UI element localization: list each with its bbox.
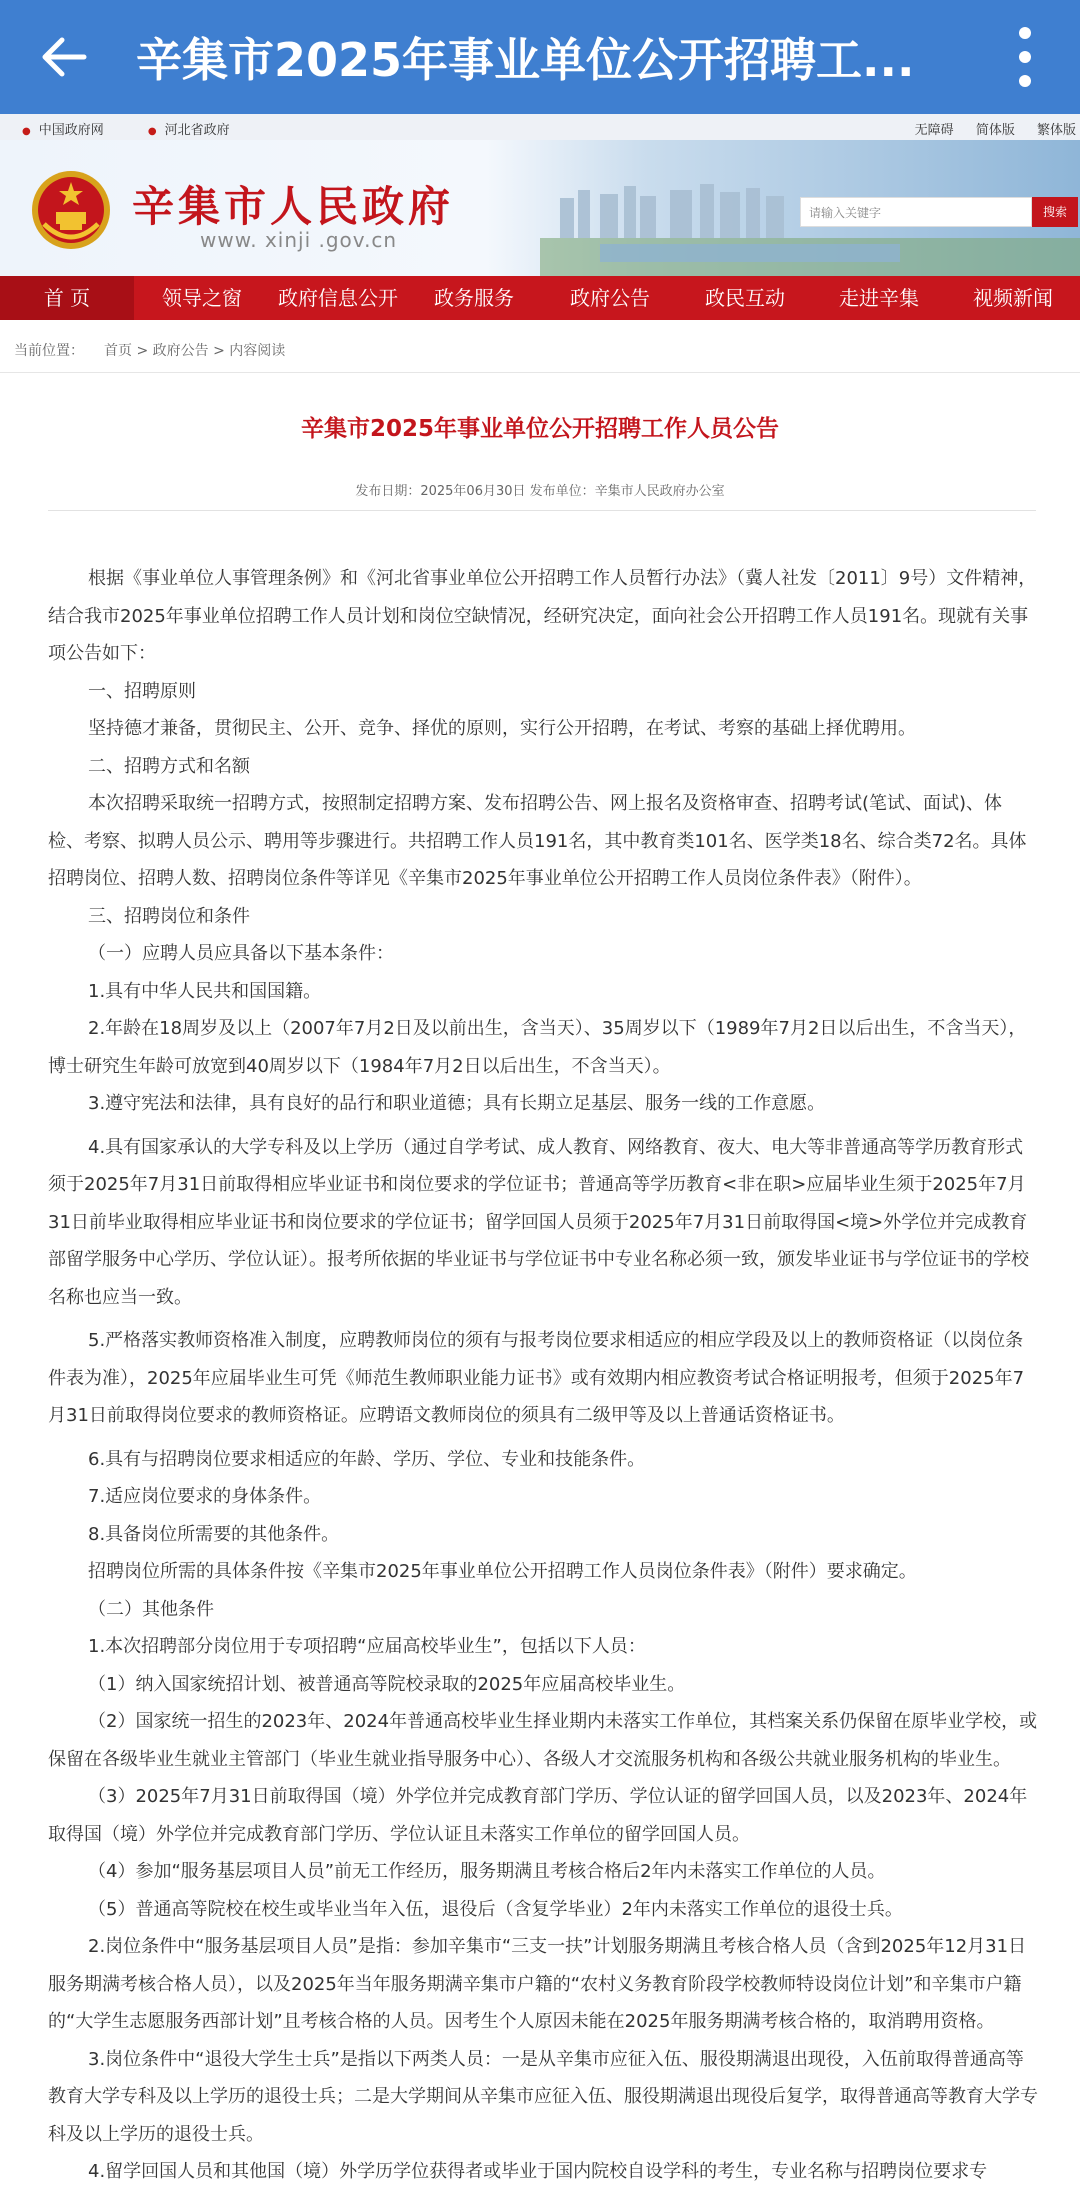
paragraph: 4.具有国家承认的大学专科及以上学历（通过自学考试、成人教育、网络教育、夜大、电大等非普通高等学历教育形式须于2025年7月31日前取得相应毕业证书和岗位要求的学位证书；普通高等学历教育<非在职>应届毕业生须于2025年7月31日前毕业取得相应毕业证书和岗位要求的学位证书；留学回国人员须于2025年7月31日前取得国<境>外学位并完成教育部留学服务中心学历、学位认证）。报考所依据的毕业证书与学位证书中专业名称必须一致，颁发毕业证书与学位证书的学校名称也应当一致。 [48, 1136, 1029, 1308]
paragraph: 本次招聘采取统一招聘方式，按照制定招聘方案、发布招聘公告、网上报名及资格审查、招聘考试(笔试、面试)、体检、考察、拟聘人员公示、聘用等步骤进行。共招聘工作人员191名，其中教育类101名、医学类18名、综合类72名。具体招聘岗位、招聘人数、招聘岗位条件等详见《辛集市2025年事业单位公开招聘工作人员岗位条件表》（附件）。 [48, 793, 1027, 889]
paragraph: 根据《事业单位人事管理条例》和《河北省事业单位公开招聘工作人员暂行办法》（冀人社发〔2011〕9号）文件精神，结合我市2025年事业单位招聘工作人员计划和岗位空缺情况，经研究决定，面向社会公开招聘工作人员191名。现就有关事项公告如下： [48, 568, 1037, 664]
paragraph: 4.留学回国人员和其他国（境）外学历学位获得者或毕业于国内院校自设学科的考生，专业名称与招聘岗位要求专 [88, 2161, 988, 2182]
paragraph: （二）其他条件 [88, 1598, 214, 1620]
article-meta: 发布日期：2025年06月30日 发布单位：辛集市人民政府办公室 [355, 484, 725, 499]
nav-item-leaders[interactable]: 领导之窗 [162, 286, 242, 310]
breadcrumb-label: 当前位置： [14, 343, 84, 359]
paragraph: （2）国家统一招生的2023年、2024年普通高校毕业生择业期内未落实工作单位，其档案关系仍保留在原毕业学校，或保留在各级毕业生就业主管部门（毕业生就业指导服务中心）、各级人才交流服务机构和各级公共就业服务机构的毕业生。 [48, 1711, 1038, 1770]
paragraph: 二、招聘方式和名额 [88, 755, 250, 777]
paragraph: 7.适应岗位要求的身体条件。 [88, 1486, 322, 1507]
breadcrumb [14, 340, 285, 360]
national-emblem-icon [30, 168, 112, 252]
nav-item-info-disclosure[interactable]: 政府信息公开 [278, 286, 398, 310]
accessibility-link[interactable]: 无障碍 [914, 123, 954, 138]
app-bar [0, 0, 1080, 114]
site-header [0, 140, 1080, 276]
paragraph: 3.遵守宪法和法律，具有良好的品行和职业道德；具有长期立足基层、服务一线的工作意愿。 [88, 1093, 826, 1114]
nav-item-services[interactable]: 政务服务 [434, 286, 514, 310]
link-hebei-gov[interactable]: ● 河北省政府 [148, 123, 230, 138]
paragraph: 坚持德才兼备，贯彻民主、公开、竞争、择优的原则，实行公开招聘，在考试、考察的基础上择优聘用。 [88, 718, 916, 739]
paragraph: （4）参加“服务基层项目人员”前无工作经历，服务期满且考核合格后2年内未落实工作单位的人员。 [88, 1861, 886, 1882]
paragraph: （1）纳入国家统招计划、被普通高等院校录取的2025年应届高校毕业生。 [88, 1673, 686, 1695]
page-title: 辛集市2025年事业单位公开招聘工... [136, 33, 915, 87]
paragraph: 5.严格落实教师资格准入制度，应聘教师岗位的须有与报考岗位要求相适应的相应学段及以上的教师资格证（以岗位条件表为准），2025年应届毕业生可凭《师范生教师职业能力证书》或有效期内相应教资考试合格证明报考，但须于2025年7月31日前取得岗位要求的教师资格证。应聘语文教师岗位的须具有二级甲等及以上普通话资格证书。 [48, 1330, 1025, 1426]
article-title: 辛集市2025年事业单位公开招聘工作人员公告 [300, 416, 779, 442]
nav-item-announcements[interactable]: 政府公告 [570, 286, 650, 310]
more-options-icon[interactable] [1018, 27, 1032, 87]
paragraph: （3）2025年7月31日前取得国（境）外学位并完成教育部门学历、学位认证的留学回国人员，以及2023年、2024年取得国（境）外学位并完成教育部门学历、学位认证且未落实工作单位的留学回国人员。 [48, 1786, 1028, 1845]
paragraph: 3.岗位条件中“退役大学生士兵”是指以下两类人员：一是从辛集市应征入伍、服役期满退出现役，入伍前取得普通高等教育大学专科及以上学历的退役士兵；二是大学期间从辛集市应征入伍、服役期满退出现役后复学，取得普通高等教育大学专科及以上学历的退役士兵。 [48, 2048, 1038, 2145]
paragraph: 招聘岗位所需的具体条件按《辛集市2025年事业单位公开招聘工作人员岗位条件表》（附件）要求确定。 [88, 1561, 917, 1582]
nav-item-home[interactable]: 首 页 [0, 276, 134, 320]
link-gov-cn[interactable]: ● 中国政府网 [22, 123, 104, 138]
back-arrow-icon[interactable] [38, 31, 90, 83]
site-top-bar [0, 114, 1080, 140]
search-button[interactable]: 搜索 [1032, 197, 1078, 227]
simplified-link[interactable]: 简体版 [975, 123, 1015, 138]
paragraph: （5）普通高等院校在校生或毕业当年入伍，退役后（含复学毕业）2年内未落实工作单位的退役士兵。 [88, 1898, 903, 1920]
paragraph: 6.具有与招聘岗位要求相适应的年龄、学历、学位、专业和技能条件。 [88, 1448, 646, 1470]
site-url: www. xinji .gov.cn [200, 228, 398, 252]
paragraph: 2.岗位条件中“服务基层项目人员”是指：参加辛集市“三支一扶”计划服务期满且考核合格人员（含到2025年12月31日服务期满考核合格人员），以及2025年当年服务期满辛集市户籍的“农村义务教育阶段学校教师特设岗位计划”和辛集市户籍的“大学生志愿服务西部计划”且考核合格的人员。因考生个人原因未能在2025年服务期满考核合格的，取消聘用资格。 [48, 1936, 1027, 2032]
paragraph: 1.本次招聘部分岗位用于专项招聘“应届高校毕业生”，包括以下人员： [88, 1636, 646, 1657]
paragraph: （一）应聘人员应具备以下基本条件： [88, 943, 394, 964]
paragraph: 1.具有中华人民共和国国籍。 [88, 980, 322, 1002]
article-body [48, 560, 1038, 2191]
search-input[interactable]: 请输入关键字 [800, 197, 1032, 227]
breadcrumb-path[interactable]: 首页 > 政府公告 > 内容阅读 [104, 343, 286, 359]
nav-item-interaction[interactable]: 政民互动 [705, 286, 785, 310]
nav-item-videos[interactable]: 视频新闻 [973, 286, 1053, 310]
traditional-link[interactable]: 繁体版 [1036, 123, 1076, 138]
paragraph: 三、招聘岗位和条件 [88, 905, 250, 927]
divider [48, 510, 1036, 511]
main-nav [0, 276, 1080, 320]
paragraph: 2.年龄在18周岁及以上（2007年7月2日及以前出生，含当天）、35周岁以下（1989年7月2日以后出生，不含当天），博士研究生年龄可放宽到40周岁以下（1984年7月2日以后出生，不含当天）。 [48, 1018, 1027, 1077]
paragraph: 一、招聘原则 [88, 680, 196, 702]
site-name: 辛集市人民政府 [132, 182, 455, 231]
divider [0, 372, 1080, 373]
paragraph: 8.具备岗位所需要的其他条件。 [88, 1523, 340, 1545]
nav-item-about-xinji[interactable]: 走进辛集 [839, 286, 919, 310]
